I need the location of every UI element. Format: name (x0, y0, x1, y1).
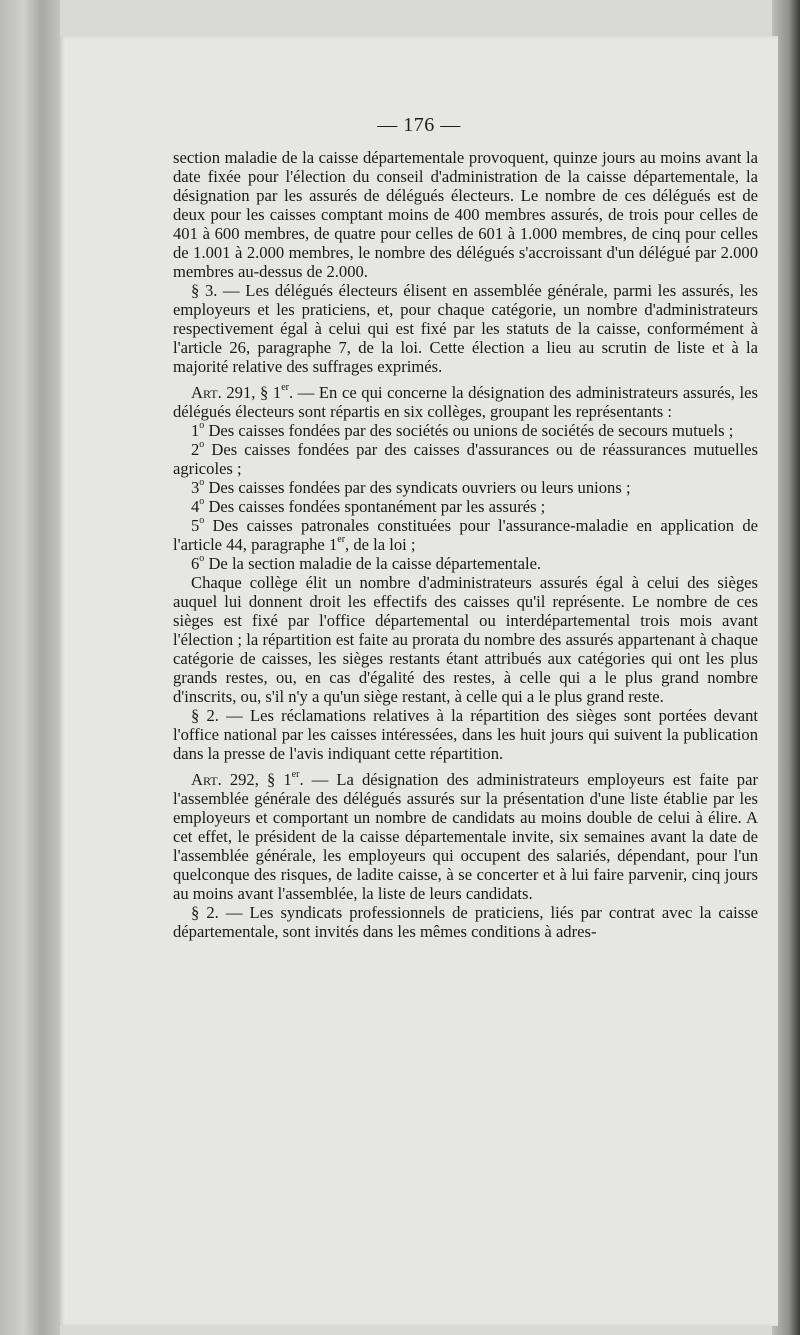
superscript: er (337, 534, 346, 545)
item-number: 3 (191, 478, 200, 497)
item-text: Des caisses fondées par des caisses d'assurances ou de réassurances mutuelles agricoles ; (173, 440, 758, 478)
paragraph-section-2: § 2. — Les réclamations relatives à la répartition des sièges sont portées devant l'office national par les caisses intéressées, dans les huit jours qui suivent la publication dans la presse de l'avis indiquant cette répartition. (173, 706, 758, 763)
paragraph-colleges: Chaque collège élit un nombre d'administrateurs assurés égal à celui des sièges auquel lui donnent droit les effectifs des caisses qu'il représente. Le nombre de ces sièges est fixé par l'office départemental ou interdépartemental trois mois avant l'élection ; la répartition est faite au prorata du nombre des assurés appartenant à chaque catégorie de caisses, les sièges restants étant attribués aux catégories qui ont les plus grands restes, ou, en cas d'égalité des restes, à celle qui a le plus grand nombre d'inscrits, ou, s'il n'y a qu'un siège restant, à celle qui a le plus grand reste. (173, 573, 758, 706)
article-291 (173, 383, 758, 421)
item-text: Des caisses fondées par des syndicats ouvriers ou leurs unions ; (204, 478, 631, 497)
article-heading: Art. 291, § 1 (191, 383, 282, 402)
page-number: — 176 — (377, 114, 461, 136)
item-text: Des caisses fondées spontanément par les assurés ; (204, 497, 546, 516)
article-heading: Art. 292, § 1 (191, 770, 292, 789)
item-number: 2 (191, 440, 200, 459)
list-item (173, 554, 758, 573)
superscript: o (199, 515, 205, 526)
superscript: er (281, 382, 289, 393)
list-item (173, 421, 758, 440)
item-number: 6 (191, 554, 200, 573)
item-number: 5 (191, 516, 200, 535)
list-item (173, 497, 758, 516)
list-item (173, 516, 758, 554)
list-item (173, 478, 758, 497)
superscript: o (199, 420, 205, 431)
body-text (173, 148, 758, 941)
paragraph-section-2-syndicats: § 2. — Les syndicats professionnels de praticiens, liés par contrat avec la caisse départementale, sont invités dans les mêmes conditions à adres- (173, 903, 758, 941)
item-text: Des caisses patronales constituées pour l'assurance-maladie en application de l'article 44, paragraphe 1 (173, 516, 758, 554)
superscript: o (199, 477, 205, 488)
article-292 (173, 770, 758, 903)
superscript: o (199, 496, 205, 507)
scan-left-edge (0, 0, 60, 1335)
article-text: . — En ce qui concerne la désignation des administrateurs assurés, les délégués électeurs sont répartis en six collèges, groupant les représentants : (173, 383, 758, 421)
item-text-tail: , de la loi ; (345, 535, 416, 554)
item-text: Des caisses fondées par des sociétés ou unions de sociétés de secours mutuels ; (204, 421, 734, 440)
list-item (173, 440, 758, 478)
superscript: er (291, 769, 300, 780)
superscript: o (199, 439, 205, 450)
item-number: 4 (191, 497, 200, 516)
paragraph-continuation: section maladie de la caisse départementale provoquent, quinze jours au moins avant la date fixée pour l'élection du conseil d'administration de la caisse départementale, la désignation par les assurés de délégués électeurs. Le nombre de ces délégués est de deux pour les caisses comptant moins de 400 membres assurés, de trois pour celles de 401 à 600 membres, de quatre pour celles de 601 à 1.000 membres, de cinq pour celles de 1.001 à 2.000 membres, le nombre des délégués s'accroissant d'un délégué par 2.000 membres au-dessus de 2.000. (173, 148, 758, 281)
superscript: o (199, 553, 205, 564)
paragraph-section-3: § 3. — Les délégués électeurs élisent en assemblée générale, parmi les assurés, les employeurs et les praticiens, et, pour chaque catégorie, un nombre d'administrateurs respectivement égal à celui qui est fixé par les statuts de la caisse, conformément à l'article 26, paragraphe 7, de la loi. Cette élection a lieu au scrutin de liste et à la majorité relative des suffrages exprimés. (173, 281, 758, 376)
article-text: . — La désignation des administrateurs employeurs est faite par l'assemblée générale des délégués assurés sur la présentation d'une liste établie par les employeurs et comportant un nombre de candidats au moins double de celui à élire. A cet effet, le président de la caisse départementale invite, six semaines avant la date de l'assemblée générale, les employeurs qui occupent des salariés, dépendant, pour l'un quelconque des risques, de ladite caisse, à se concerter et à lui faire parvenir, cinq jours au moins avant l'assemblée, la liste de leurs candidats. (173, 770, 758, 903)
item-text: De la section maladie de la caisse départementale. (204, 554, 542, 573)
item-number: 1 (191, 421, 200, 440)
